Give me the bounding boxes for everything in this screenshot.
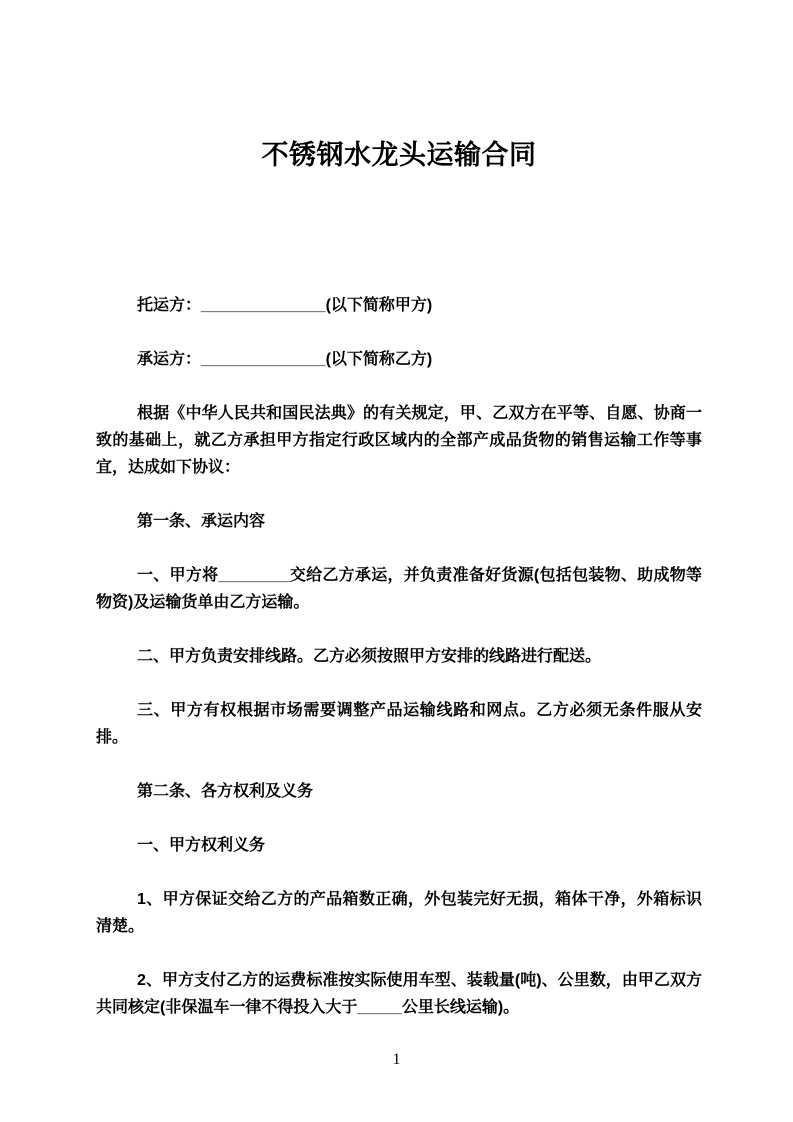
clause-1-3: 三、甲方有权根据市场需要调整产品运输线路和网点。乙方必须无条件服从安排。: [96, 702, 702, 746]
document-title: 不锈钢水龙头运输合同: [261, 140, 537, 170]
page-number: 1: [392, 1051, 401, 1068]
clause-1-2: 二、甲方负责安排线路。乙方必须按照甲方安排的线路进行配送。: [137, 648, 602, 665]
clause-1-1: 一、甲方将________交给乙方承运，并负责准备好货源(包括包装物、助成物等物资)及运输货单由乙方运输。: [96, 567, 702, 611]
heading-article-1: 第一条、承运内容: [137, 513, 266, 530]
document-body: [96, 0, 702, 1048]
paragraph-shipper-line: 托运方：______________(以下简称甲方): [137, 297, 433, 314]
clause-2-2: 2、甲方支付乙方的运费标准按实际使用车型、装载量(吨)、公里数，由甲乙双方共同核定(非保温车一律不得投入大于_____公里长线运输)。: [96, 972, 702, 1016]
heading-party-a-rights: 一、甲方权利义务: [137, 837, 266, 854]
paragraph-carrier-line: 承运方：______________(以下简称乙方): [137, 351, 433, 368]
paragraph-preamble: 根据《中华人民共和国民法典》的有关规定，甲、乙双方在平等、自愿、协商一致的基础上，就乙方承担甲方指定行政区域内的全部产成品货物的销售运输工作等事宜，达成如下协议：: [96, 405, 702, 476]
clause-2-1: 1、甲方保证交给乙方的产品箱数正确，外包装完好无损，箱体干净，外箱标识清楚。: [96, 891, 702, 935]
heading-article-2: 第二条、各方权利及义务: [137, 783, 314, 800]
